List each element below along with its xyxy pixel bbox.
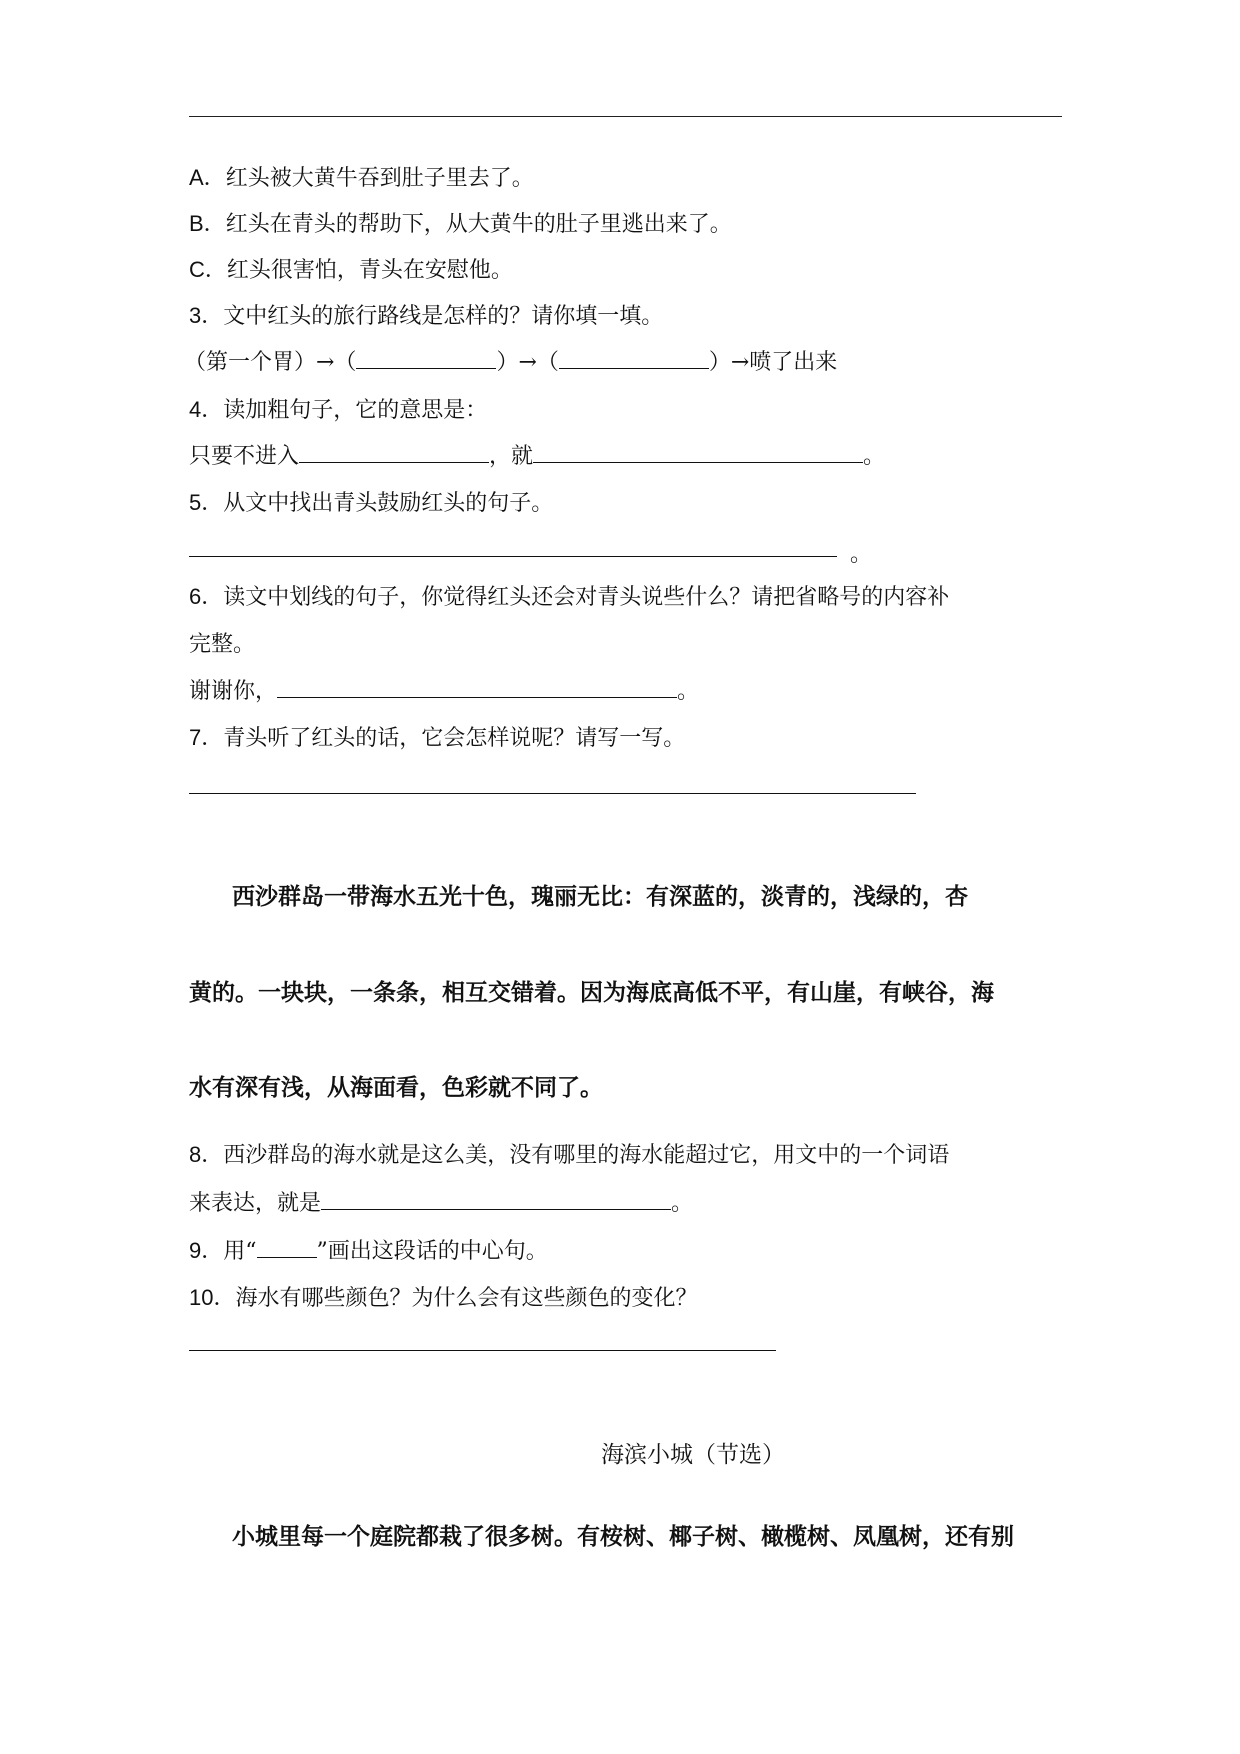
question-pre: 用“ bbox=[223, 1239, 257, 1264]
question-8 bbox=[189, 1140, 949, 1171]
question-text: 青头听了红头的话，它会怎样说呢？请写一写。 bbox=[223, 726, 686, 751]
question-text: 海水有哪些颜色？为什么会有这些颜色的变化？ bbox=[235, 1286, 698, 1311]
passage-title: 海滨小城（节选） bbox=[601, 1442, 785, 1468]
answer-line[interactable] bbox=[189, 793, 916, 794]
route-start: （第一个胃）→（ bbox=[184, 350, 357, 375]
question-7 bbox=[189, 723, 685, 754]
q3-route-line bbox=[184, 348, 837, 378]
passage-line: 水有深有浅，从海面看，色彩就不同了。 bbox=[189, 1075, 603, 1101]
answer-blank[interactable] bbox=[356, 348, 496, 369]
answer-blank[interactable] bbox=[559, 348, 709, 369]
answer-line[interactable] bbox=[189, 556, 837, 557]
question-number: 10． bbox=[189, 1285, 236, 1310]
option-letter: B． bbox=[189, 211, 226, 236]
answer-line[interactable] bbox=[189, 1350, 776, 1351]
option-text: 红头很害怕，青头在安慰他。 bbox=[226, 258, 513, 283]
fill-end: 。 bbox=[677, 679, 700, 704]
answer-blank[interactable] bbox=[321, 1189, 671, 1210]
question-number: 6． bbox=[189, 584, 224, 609]
answer-blank[interactable] bbox=[277, 677, 677, 698]
question-text: 读加粗句子，它的意思是： bbox=[223, 398, 488, 423]
fill-prefix: 只要不进入 bbox=[189, 444, 300, 469]
fill-end: 。 bbox=[671, 1191, 694, 1216]
question-text: 文中红头的旅行路线是怎样的？请你填一填。 bbox=[223, 304, 664, 329]
q4-fill-line bbox=[189, 442, 885, 472]
option-letter: A． bbox=[189, 165, 226, 190]
question-number: 7． bbox=[189, 725, 224, 750]
passage-line: 西沙群岛一带海水五光十色，瑰丽无比：有深蓝的，淡青的，浅绿的，杏 bbox=[232, 884, 968, 910]
question-number: 5． bbox=[189, 490, 224, 515]
question-text: 从文中找出青头鼓励红头的句子。 bbox=[223, 491, 554, 516]
option-text: 红头在青头的帮助下，从大黄牛的肚子里逃出来了。 bbox=[225, 212, 732, 237]
answer-blank[interactable] bbox=[299, 442, 489, 463]
question-9 bbox=[189, 1236, 548, 1267]
question-5 bbox=[189, 488, 553, 519]
header-rule bbox=[189, 116, 1062, 117]
passage-line: 黄的。一块块，一条条，相互交错着。因为海底高低不平，有山崖，有峡谷，海 bbox=[189, 980, 994, 1006]
question-4 bbox=[189, 395, 487, 426]
passage-line: 小城里每一个庭院都栽了很多树。有桉树、椰子树、橄榄树、凤凰树，还有别 bbox=[232, 1524, 1014, 1550]
option-a bbox=[189, 163, 534, 194]
route-end: ）→喷了出来 bbox=[708, 350, 838, 375]
underline-sample bbox=[257, 1237, 317, 1258]
question-3 bbox=[189, 301, 663, 332]
answer-blank[interactable] bbox=[533, 442, 863, 463]
question-6 bbox=[189, 582, 949, 613]
question-number: 4． bbox=[189, 397, 224, 422]
option-c bbox=[189, 255, 513, 286]
question-number: 9． bbox=[189, 1238, 224, 1263]
q6-fill-line bbox=[189, 677, 699, 707]
fill-prefix: 来表达，就是 bbox=[189, 1191, 322, 1216]
question-6-cont: 完整。 bbox=[189, 632, 256, 657]
option-text: 红头被大黄牛吞到肚子里去了。 bbox=[225, 166, 534, 191]
option-b bbox=[189, 209, 732, 240]
question-post: ”画出这段话的中心句。 bbox=[316, 1239, 548, 1264]
q8-fill-line bbox=[189, 1189, 693, 1219]
question-text: 读文中划线的句子，你觉得红头还会对青头说些什么？请把省略号的内容补 bbox=[223, 585, 950, 610]
fill-end: 。 bbox=[863, 444, 886, 469]
q5-period: 。 bbox=[850, 542, 873, 567]
option-letter: C． bbox=[189, 257, 227, 282]
route-mid: ）→（ bbox=[496, 350, 559, 375]
question-10 bbox=[189, 1283, 698, 1314]
question-text: 西沙群岛的海水就是这么美，没有哪里的海水能超过它，用文中的一个词语 bbox=[223, 1143, 950, 1168]
fill-prefix: 谢谢你， bbox=[189, 679, 278, 704]
question-number: 3． bbox=[189, 303, 224, 328]
fill-mid: ，就 bbox=[489, 444, 534, 469]
question-number: 8． bbox=[189, 1142, 224, 1167]
